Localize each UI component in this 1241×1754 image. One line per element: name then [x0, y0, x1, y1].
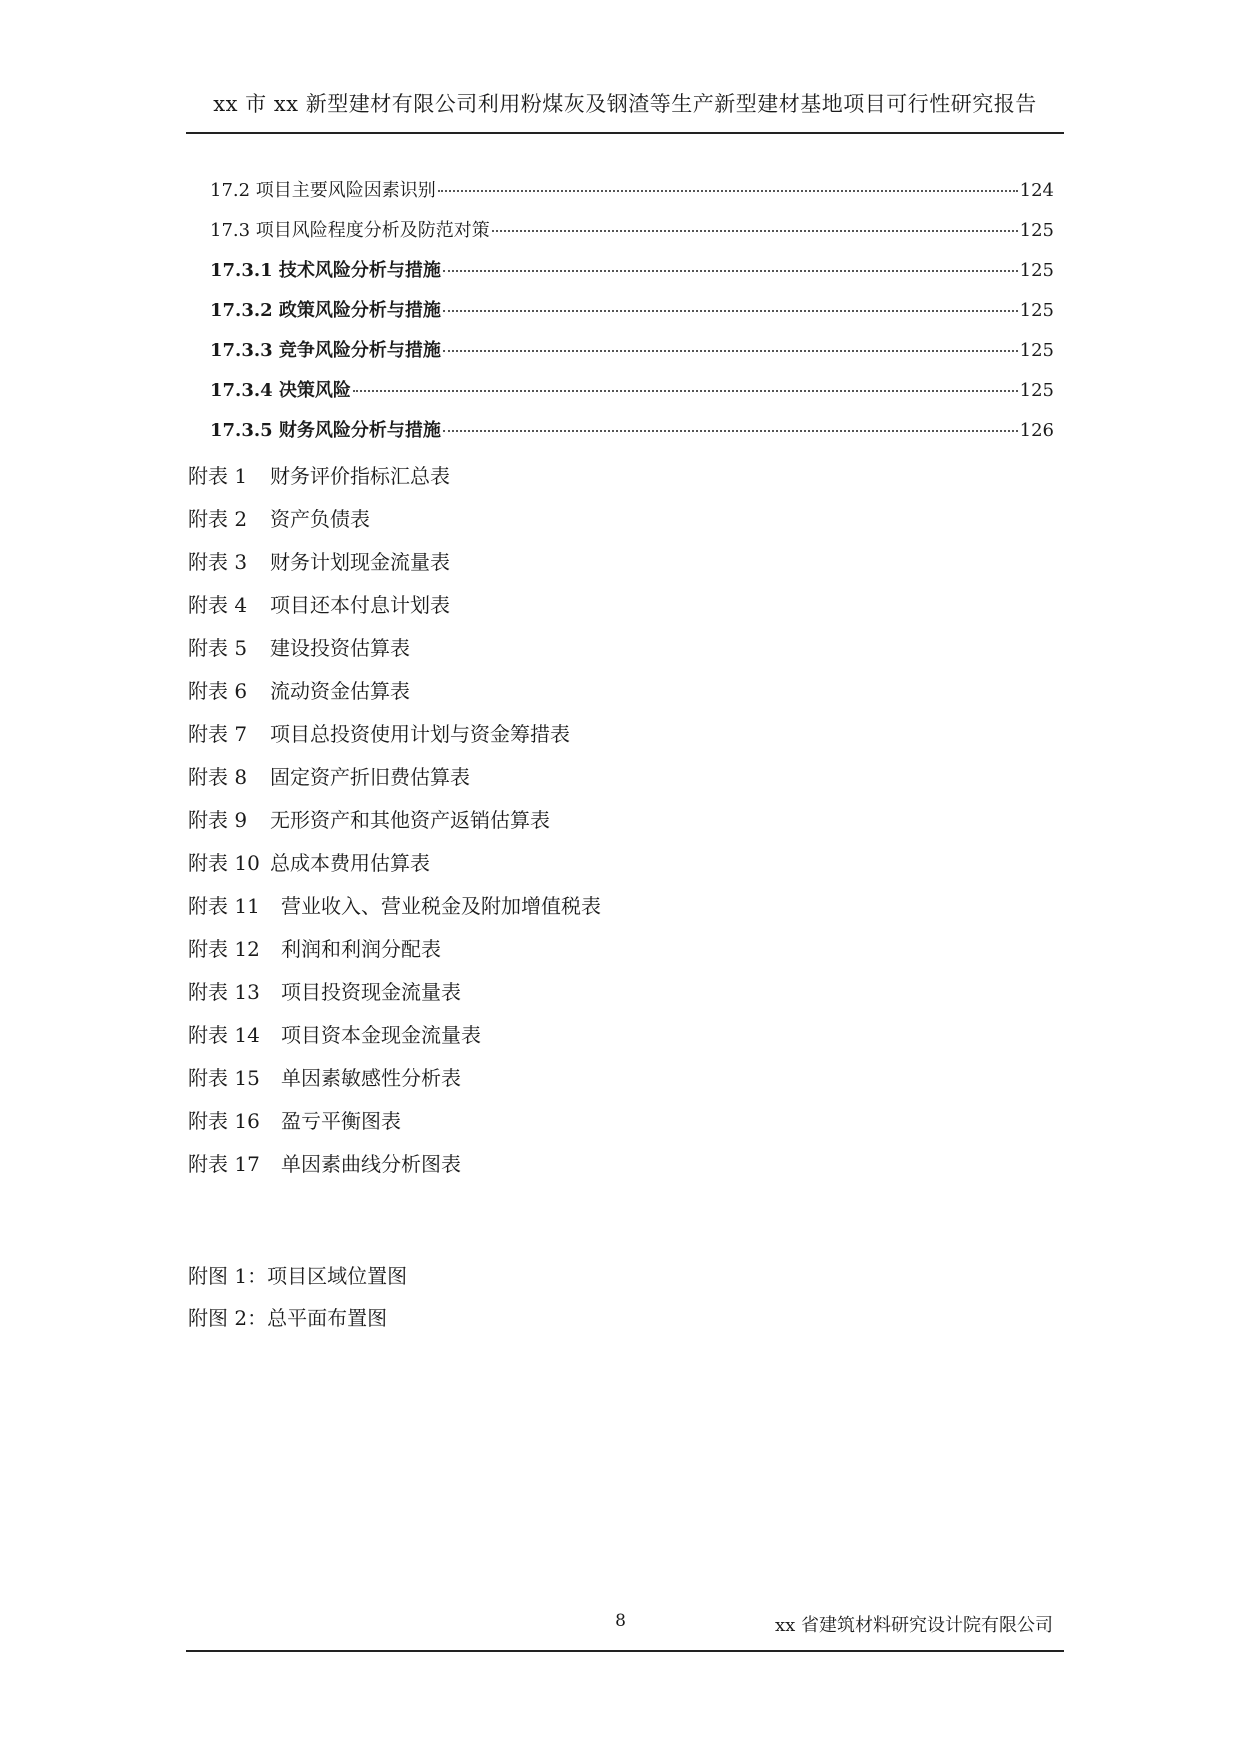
appendix-table-title: 利润和利润分配表 [281, 937, 441, 961]
toc-entry-page: 126 [1019, 420, 1054, 441]
toc-entry-title: 17.3.3 竞争风险分析与措施 [210, 340, 441, 361]
appendix-table-title: 固定资产折旧费估算表 [270, 765, 470, 789]
appendix-table-item [188, 890, 601, 919]
appendix-table-title: 无形资产和其他资产返销估算表 [270, 808, 550, 832]
toc-leader-dots [443, 430, 1018, 432]
footer-organization: xx 省建筑材料研究设计院有限公司 [774, 1615, 1053, 1636]
appendix-figure-item: 附图 1：项目区域位置图 [188, 1264, 408, 1288]
appendix-table-label: 附表 17 [188, 1152, 260, 1176]
toc-entry-title: 17.2 项目主要风险因素识别 [210, 180, 436, 201]
appendix-table-item [188, 632, 410, 661]
toc-leader-dots [443, 310, 1018, 312]
appendix-table-label: 附表 6 [188, 679, 248, 703]
footer-divider [186, 1650, 1064, 1652]
toc-leader-dots [443, 350, 1018, 352]
toc-entry-title: 17.3.1 技术风险分析与措施 [210, 260, 441, 281]
appendix-table-item [188, 1019, 481, 1048]
appendix-table-label: 附表 11 [188, 894, 260, 918]
appendix-table-item [188, 804, 550, 833]
appendix-table-title: 总成本费用估算表 [270, 851, 430, 875]
appendix-table-item [188, 976, 461, 1005]
header-divider [186, 132, 1064, 134]
appendix-table-title: 项目资本金现金流量表 [281, 1023, 481, 1047]
toc-entry-page: 124 [1019, 180, 1054, 201]
appendix-table-label: 附表 4 [188, 593, 248, 617]
toc-leader-dots [492, 230, 1018, 232]
appendix-table-item [188, 546, 450, 575]
appendix-table-title: 盈亏平衡图表 [281, 1109, 401, 1133]
appendix-table-title: 营业收入、营业税金及附加增值税表 [281, 894, 601, 918]
toc-entry-page: 125 [1019, 260, 1054, 281]
appendix-table-item [188, 847, 430, 876]
appendix-table-title: 财务计划现金流量表 [270, 550, 450, 574]
appendix-table-item [188, 460, 450, 489]
appendix-table-label: 附表 7 [188, 722, 248, 746]
appendix-table-label: 附表 12 [188, 937, 260, 961]
toc-leader-dots [438, 190, 1018, 192]
appendix-table-title: 流动资金估算表 [270, 679, 410, 703]
appendix-table-label: 附表 3 [188, 550, 248, 574]
appendix-table-title: 单因素曲线分析图表 [281, 1152, 461, 1176]
toc-entry[interactable] [210, 296, 1054, 326]
appendix-table-label: 附表 10 [188, 851, 260, 875]
appendix-table-item [188, 589, 450, 618]
appendix-table-title: 单因素敏感性分析表 [281, 1066, 461, 1090]
appendix-table-title: 项目还本付息计划表 [270, 593, 450, 617]
appendix-table-title: 资产负债表 [270, 507, 370, 531]
toc-leader-dots [353, 390, 1018, 392]
toc-entry-title: 17.3 项目风险程度分析及防范对策 [210, 220, 490, 241]
toc-entry-title: 17.3.5 财务风险分析与措施 [210, 420, 441, 441]
toc-entry[interactable] [210, 336, 1054, 366]
appendix-table-item [188, 1105, 401, 1134]
appendix-table-title: 建设投资估算表 [270, 636, 410, 660]
appendix-table-item [188, 675, 410, 704]
appendix-table-title: 项目投资现金流量表 [281, 980, 461, 1004]
appendix-table-label: 附表 8 [188, 765, 248, 789]
toc-entry-title: 17.3.2 政策风险分析与措施 [210, 300, 441, 321]
toc-entry[interactable] [210, 176, 1054, 206]
toc-entry-title: 17.3.4 决策风险 [210, 380, 351, 401]
toc-entry-page: 125 [1019, 380, 1054, 401]
appendix-table-item [188, 718, 570, 747]
appendix-table-label: 附表 16 [188, 1109, 260, 1133]
toc-leader-dots [443, 270, 1018, 272]
toc-entry[interactable] [210, 416, 1054, 446]
appendix-table-title: 项目总投资使用计划与资金筹措表 [270, 722, 570, 746]
appendix-table-title: 财务评价指标汇总表 [270, 464, 450, 488]
appendix-table-item [188, 1062, 461, 1091]
page-number: 8 [615, 1611, 626, 1631]
appendix-table-label: 附表 13 [188, 980, 260, 1004]
appendix-table-item [188, 1148, 461, 1177]
appendix-table-item [188, 933, 441, 962]
appendix-table-item [188, 503, 370, 532]
toc-entry[interactable] [210, 216, 1054, 246]
appendix-table-label: 附表 2 [188, 507, 248, 531]
appendix-table-label: 附表 5 [188, 636, 248, 660]
document-title: xx 市 xx 新型建材有限公司利用粉煤灰及钢渣等生产新型建材基地项目可行性研究报告 [213, 92, 1037, 116]
appendix-table-label: 附表 14 [188, 1023, 260, 1047]
appendix-figure-item: 附图 2：总平面布置图 [188, 1306, 388, 1330]
appendix-table-label: 附表 1 [188, 464, 248, 488]
appendix-table-label: 附表 15 [188, 1066, 260, 1090]
appendix-table-label: 附表 9 [188, 808, 248, 832]
appendix-table-item [188, 761, 470, 790]
toc-entry[interactable] [210, 256, 1054, 286]
toc-entry-page: 125 [1019, 340, 1054, 361]
toc-entry-page: 125 [1019, 220, 1054, 241]
toc-entry[interactable] [210, 376, 1054, 406]
toc-entry-page: 125 [1019, 300, 1054, 321]
